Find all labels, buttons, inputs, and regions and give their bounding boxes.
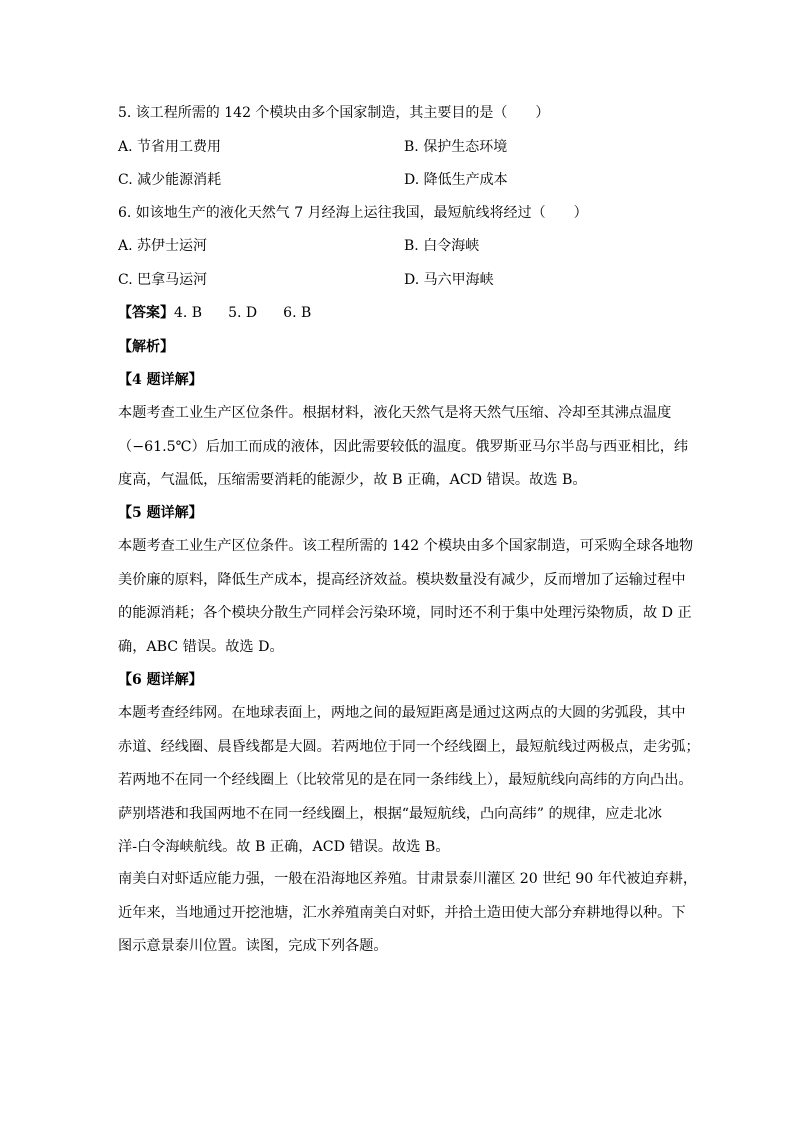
question-6-option-a: A. 苏伊士运河 <box>118 238 208 254</box>
q5-detail-body <box>118 530 694 664</box>
paragraph-line: 的能源消耗；各个模块分散生产同样会污染环境，同时还不利于集中处理污染物质，故 D 正 <box>118 605 692 621</box>
paragraph-line: 本题考查工业生产区位条件。该工程所需的 142 个模块由多个国家制造，可采购全球各地物 <box>118 538 694 554</box>
question-5-option-d: D. 降低生产成本 <box>404 172 508 188</box>
question-6-option-d: D. 马六甲海峡 <box>404 272 494 288</box>
paragraph-line: 萨别塔港和我国两地不在同一经线圈上，根据“最短航线，凸向高纬” 的规律，应走北冰 <box>118 805 662 822</box>
paragraph-line: 近年来，当地通过开挖池塘，汇水养殖南美白对虾，并拾土造田使大部分弃耕地得以种。下 <box>118 904 686 921</box>
analysis-label: 【解析】 <box>118 339 174 355</box>
question-6-option-c: C. 巴拿马运河 <box>118 272 208 288</box>
next-question-intro <box>118 863 698 964</box>
answer-item: 5. D <box>228 305 258 321</box>
paragraph-line: 本题考查工业生产区位条件。根据材料，液化天然气是将天然气压缩、冷却至其沸点温度 <box>118 405 672 421</box>
question-6-stem: 6. 如该地生产的液化天然气 7 月经海上运往我国，最短航线将经过（ ） <box>118 205 588 221</box>
answer-item: 6. B <box>283 305 312 321</box>
question-6-option-b: B. 白令海峡 <box>404 238 480 254</box>
q6-detail-body <box>118 697 700 865</box>
paragraph-line: 美价廉的原料，降低生产成本，提高经济效益。模块数量没有减少，反而增加了运输过程中 <box>118 571 686 588</box>
paragraph-line: 图示意景泰川位置。读图，完成下列各题。 <box>118 938 388 954</box>
q6-detail-heading: 【6 题详解】 <box>118 672 203 688</box>
paragraph-line: 若两地不在同一个经线圈上（比较常见的是在同一条纬线上），最短航线向高纬的方向凸出。 <box>118 772 693 788</box>
q4-detail-body <box>118 397 689 498</box>
question-5-option-a: A. 节省用工费用 <box>118 139 222 155</box>
paragraph-line: 确，ABC 错误。故选 D。 <box>118 638 284 655</box>
answer-item: 4. B <box>174 305 203 321</box>
answer-label: 【答案】 <box>118 305 174 321</box>
question-5-stem: 5. 该工程所需的 142 个模块由多个国家制造，其主要目的是（ ） <box>118 105 550 121</box>
q4-detail-heading: 【4 题详解】 <box>118 372 203 388</box>
paragraph-line: 本题考查经纬网。在地球表面上，两地之间的最短距离是通过这两点的大圆的劣弧段，其中 <box>118 705 686 721</box>
question-5-option-b: B. 保护生态环境 <box>404 139 508 155</box>
answer-line <box>118 303 311 323</box>
paragraph-line: 洋-白令海峡航线。故 B 正确，ACD 错误。故选 B。 <box>118 839 450 855</box>
question-5-option-c: C. 减少能源消耗 <box>118 172 222 188</box>
q5-detail-heading: 【5 题详解】 <box>118 505 203 521</box>
paragraph-line: 赤道、经线圈、晨昏线都是大圆。若两地位于同一个经线圈上，最短航线过两极点，走劣弧； <box>118 738 700 755</box>
paragraph-line: 度高，气温低，压缩需要消耗的能源少，故 B 正确，ACD 错误。故选 B。 <box>118 472 587 488</box>
paragraph-line: （−61.5℃）后加工而成的液体，因此需要较低的温度。俄罗斯亚马尔半岛与西亚相比，纬 <box>118 438 689 455</box>
paragraph-line: 南美白对虾适应能力强，一般在沿海地区养殖。甘肃景泰川灌区 20 世纪 90 年代被迫弃耕， <box>118 871 698 887</box>
